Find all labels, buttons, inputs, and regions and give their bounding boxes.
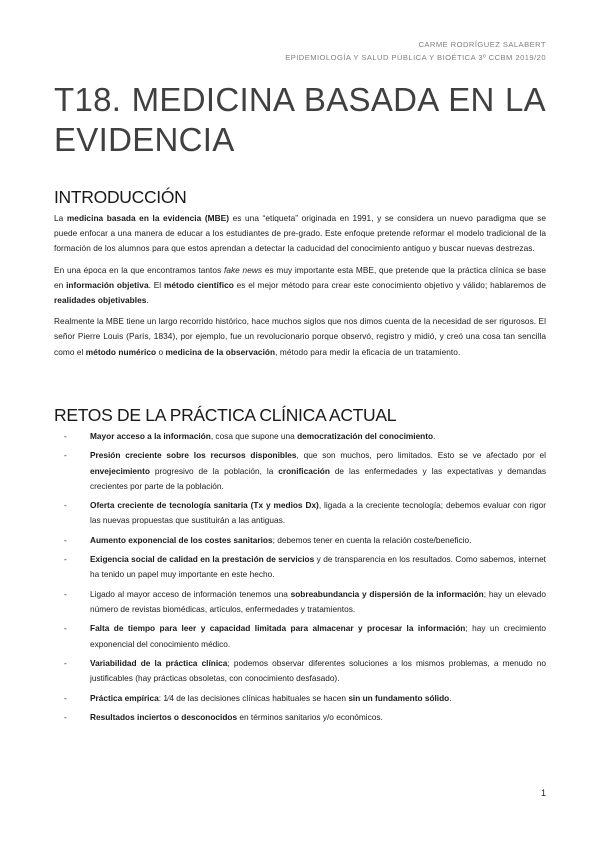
list-item: - Variabilidad de la práctica clínica; podemos observar diferentes soluciones a los mismos problemas, a menudo no justificables (hay prácticas obsoletas, con conocimiento desfasado).: [64, 657, 546, 684]
list-item: - Resultados inciertos o desconocidos en términos sanitarios y/o económicos.: [64, 711, 383, 722]
intro-paragraph-1: La medicina basada en la evidencia (MBE) es una “etiqueta” originada en 1991, y se considera un nuevo paradigma que se puede enfocar a una manera de educar a los estudiantes de pre-grado. Este enfoque pretende reformar el modelo tradicional de la formación de los alumnos para que estos aprendan a detectar la caducidad del conocimiento antiguo y buscar nuevas destrezas.: [54, 213, 546, 254]
retos-section: [54, 404, 546, 729]
list-item: - Exigencia social de calidad en la prestación de servicios y de transparencia en los resultados. Como sabemos, internet ha tenido un papel muy importante en este hecho.: [64, 554, 546, 580]
header-author: CARME RODRÍGUEZ SALABERT: [418, 40, 546, 49]
intro-paragraph-3: Realmente la MBE tiene un largo recorrido histórico, hace muchos siglos que nos dimos cuenta de la necesidad de ser rigurosos. El señor Pierre Louis (París, 1834), por ejemplo, fue un revolucionario porque observó, registro y midió, y creó una cosa tan sencilla como el método numérico o medicina de la observación, método para medir la eficacia de un tratamiento.: [54, 316, 546, 357]
list-item: - Práctica empírica: 1⁄4 de las decisiones clínicas habituales se hacen sin un fundamento sólido.: [64, 692, 452, 703]
list-item: - Aumento exponencial de los costes sanitarios; debemos tener en cuenta la relación coste/beneficio.: [64, 534, 472, 545]
list-item: - Presión creciente sobre los recursos disponibles, que son muchos, pero limitados. Esto se ve afectado por el envejecimiento progresivo de la población, la cronificación de las enfermedades y las expectativas y demandas crecientes por parte de la población.: [64, 450, 546, 491]
retos-heading: RETOS DE LA PRÁCTICA CLÍNICA ACTUAL: [54, 405, 397, 425]
intro-heading: INTRODUCCIÓN: [54, 187, 187, 207]
retos-list: [54, 429, 546, 725]
list-item: - Mayor acceso a la información, cosa que supone una democratización del conocimiento.: [64, 431, 436, 441]
intro-paragraph-2: En una época en la que encontramos tantos fake news es muy importante esta MBE, que pretende que la práctica clínica se base en información objetiva. El método científico es el mejor método para crear este conocimiento objetivo y válido; hablaremos de realidades objetivables.: [54, 264, 546, 306]
header-subject: EPIDEMIOLOGÍA Y SALUD PÚBLICA Y BIOÉTICA 3º CCBM 2019/20: [285, 53, 546, 62]
page-header: [285, 38, 546, 64]
document-title: T18. MEDICINA BASADA EN LA EVIDENCIA: [54, 81, 546, 158]
intro-section: [54, 186, 546, 366]
page-number: 1: [540, 788, 546, 798]
list-item: - Oferta creciente de tecnología sanitaria (Tx y medios Dx), ligada a la creciente tecnología; debemos evaluar con rigor las nuevas propuestas que sustituirán a las antiguas.: [64, 500, 546, 526]
list-item: - Falta de tiempo para leer y capacidad limitada para almacenar y procesar la información; hay un crecimiento exponencial del conocimiento médico.: [64, 623, 547, 649]
list-item: - Ligado al mayor acceso de información tenemos una sobreabundancia y dispersión de la información; hay un elevado número de revistas biomédicas, artículos, enfermedades y tratamientos.: [64, 588, 547, 614]
